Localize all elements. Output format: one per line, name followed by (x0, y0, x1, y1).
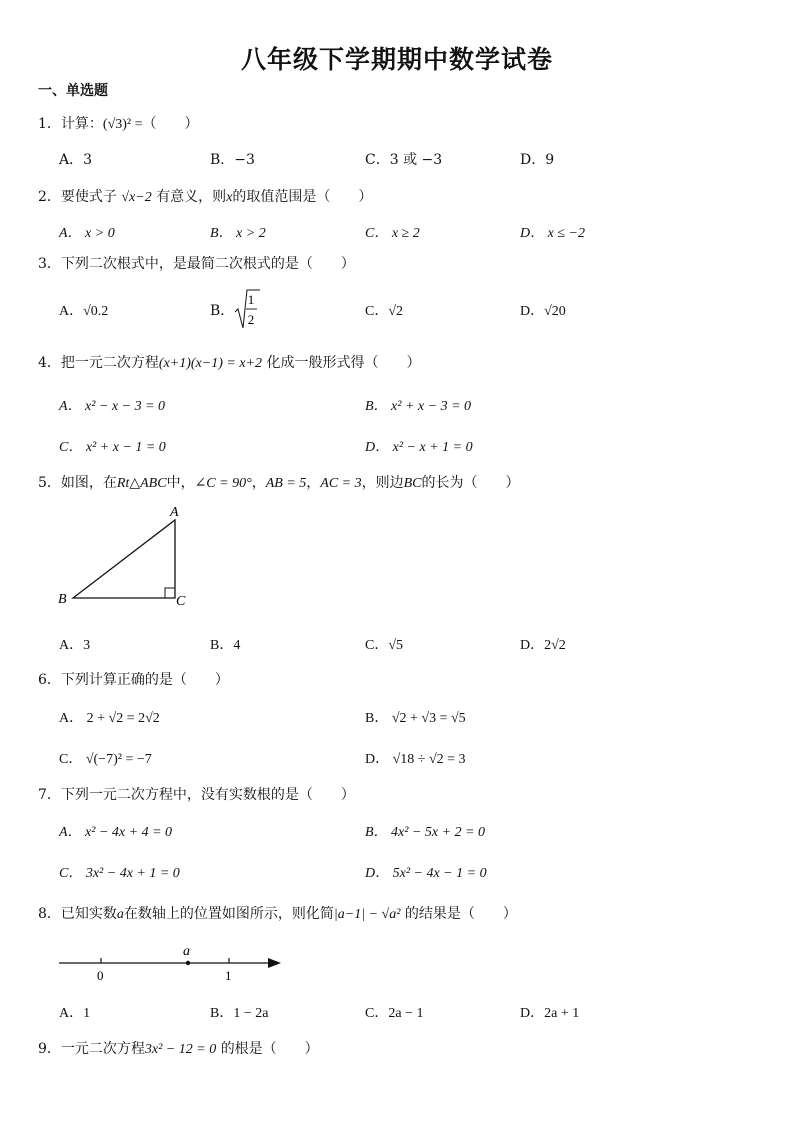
question-2-mid: 有意义，则 (156, 189, 227, 205)
question-2 (38, 186, 372, 206)
question-5-mid2: ，则边 (361, 475, 404, 491)
q3-option-b-label: B． (210, 303, 235, 319)
vertex-label-b: B (58, 592, 67, 607)
question-9 (38, 1038, 319, 1058)
q4-option-d[interactable]: D． x² − x + 1 = 0 (365, 440, 473, 455)
q8-option-c[interactable]: C．2a − 1 (365, 1006, 424, 1021)
question-4 (38, 352, 420, 372)
q3-option-d[interactable]: D．√20 (520, 304, 566, 319)
question-4-suffix: 化成一般形式得（ ） (266, 355, 421, 371)
question-1-expression: (√3)² = (102, 117, 143, 132)
question-5-triangle: Rt△ABC (116, 476, 167, 491)
q3-option-b-radical (234, 288, 260, 330)
q4-option-c[interactable]: C． x² + x − 1 = 0 (59, 440, 166, 455)
question-8-mid: 在数轴上的位置如图所示，则化简 (123, 906, 334, 922)
q7-option-b[interactable]: B． 4x² − 5x + 2 = 0 (365, 825, 486, 840)
question-1-suffix: （ ） (142, 116, 199, 132)
q3-option-b[interactable] (210, 288, 255, 327)
q8-option-d[interactable]: D．2a + 1 (520, 1006, 580, 1021)
question-8-expression: |a−1| − √a² (333, 907, 401, 922)
point-a (186, 961, 190, 965)
point-a-label: a (183, 944, 190, 959)
question-5-prefix: 5．如图，在 (38, 475, 117, 491)
question-4-expression: (x+1)(x−1) = x+2 (158, 356, 263, 371)
q5-option-a[interactable]: A．3 (59, 638, 91, 653)
right-angle-marker (165, 588, 175, 598)
q2-option-c[interactable]: C． x ≥ 2 (365, 226, 420, 241)
q6-option-c[interactable]: C． √(−7)² = −7 (59, 752, 152, 767)
vertex-label-c: C (176, 594, 186, 609)
vertex-label-a: A (170, 505, 179, 520)
question-9-suffix: 的根是（ ） (220, 1041, 319, 1057)
question-5-suffix: 的长为（ ） (421, 475, 520, 491)
q4-option-b[interactable]: B． x² + x − 3 = 0 (365, 399, 472, 414)
question-5-bc: BC (403, 476, 422, 491)
q8-option-a[interactable]: A．1 (59, 1006, 91, 1021)
q6-option-b[interactable]: B． √2 + √3 = √5 (365, 711, 466, 726)
question-5-ac: AC = 3 (320, 476, 362, 491)
question-5-sep1: ， (251, 475, 266, 491)
q6-option-a[interactable]: A． 2 + √2 = 2√2 (59, 711, 160, 726)
q3-option-a[interactable]: A．√0.2 (59, 304, 109, 319)
number-line-figure (55, 940, 290, 985)
q4-option-a[interactable]: A． x² − x − 3 = 0 (59, 399, 166, 414)
question-3: 3．下列二次根式中，是最简二次根式的是（ ） (38, 256, 355, 272)
question-8-variable: a (116, 907, 124, 922)
question-6: 6．下列计算正确的是（ ） (38, 672, 229, 688)
question-1-prefix: 1．计算： (38, 116, 103, 132)
question-5-ab: AB = 5 (265, 476, 307, 491)
q3-option-c[interactable]: C．√2 (365, 304, 404, 319)
q3-option-b-denominator: 2 (247, 312, 255, 327)
question-8-prefix: 8．已知实数 (38, 906, 117, 922)
q3-option-b-numerator: 1 (247, 292, 255, 307)
q8-option-b[interactable]: B．1 − 2a (210, 1006, 269, 1021)
question-5-angle: ∠C = 90° (194, 476, 252, 491)
q1-option-b[interactable]: B．−3 (210, 152, 255, 168)
question-9-expression: 3x² − 12 = 0 (144, 1042, 217, 1057)
question-2-suffix: 的取值范围是（ ） (232, 189, 373, 205)
q1-option-d[interactable]: D．9 (520, 152, 555, 168)
q1-option-c[interactable]: C．3 或 −3 (365, 152, 443, 168)
question-2-variable: x (226, 190, 233, 205)
q7-option-c[interactable]: C． 3x² − 4x + 1 = 0 (59, 866, 180, 881)
q5-option-b[interactable]: B．4 (210, 638, 241, 653)
question-9-prefix: 9．一元二次方程 (38, 1041, 145, 1057)
question-7: 7．下列一元二次方程中，没有实数根的是（ ） (38, 787, 355, 803)
question-2-prefix: 2．要使式子 (38, 189, 117, 205)
q2-option-b[interactable]: B． x > 2 (210, 226, 266, 241)
question-4-prefix: 4．把一元二次方程 (38, 355, 159, 371)
q2-option-a[interactable]: A． x > 0 (59, 226, 115, 241)
question-1 (38, 113, 199, 133)
page-title: 八年级下学期期中数学试卷 (240, 45, 553, 74)
tick-one-label: 1 (225, 968, 232, 983)
q5-option-c[interactable]: C．√5 (365, 638, 404, 653)
q5-option-d[interactable]: D．2√2 (520, 638, 566, 653)
question-5 (38, 472, 520, 492)
question-2-expression: √x−2 (121, 190, 152, 205)
question-8-suffix: 的结果是（ ） (404, 906, 517, 922)
q2-option-d[interactable]: D． x ≤ −2 (520, 226, 585, 241)
triangle-shape (73, 520, 175, 598)
tick-zero-label: 0 (97, 968, 104, 983)
triangle-figure (50, 500, 200, 615)
q1-option-a[interactable]: A．3 (59, 152, 93, 168)
q7-option-d[interactable]: D． 5x² − 4x − 1 = 0 (365, 866, 487, 881)
question-5-mid1: 中， (166, 475, 195, 491)
question-8 (38, 903, 517, 923)
question-5-sep2: ， (306, 475, 321, 491)
q7-option-a[interactable]: A． x² − 4x + 4 = 0 (59, 825, 173, 840)
section-heading: 一、单选题 (38, 83, 108, 99)
number-line-arrow (268, 958, 281, 968)
q6-option-d[interactable]: D． √18 ÷ √2 = 3 (365, 752, 466, 767)
